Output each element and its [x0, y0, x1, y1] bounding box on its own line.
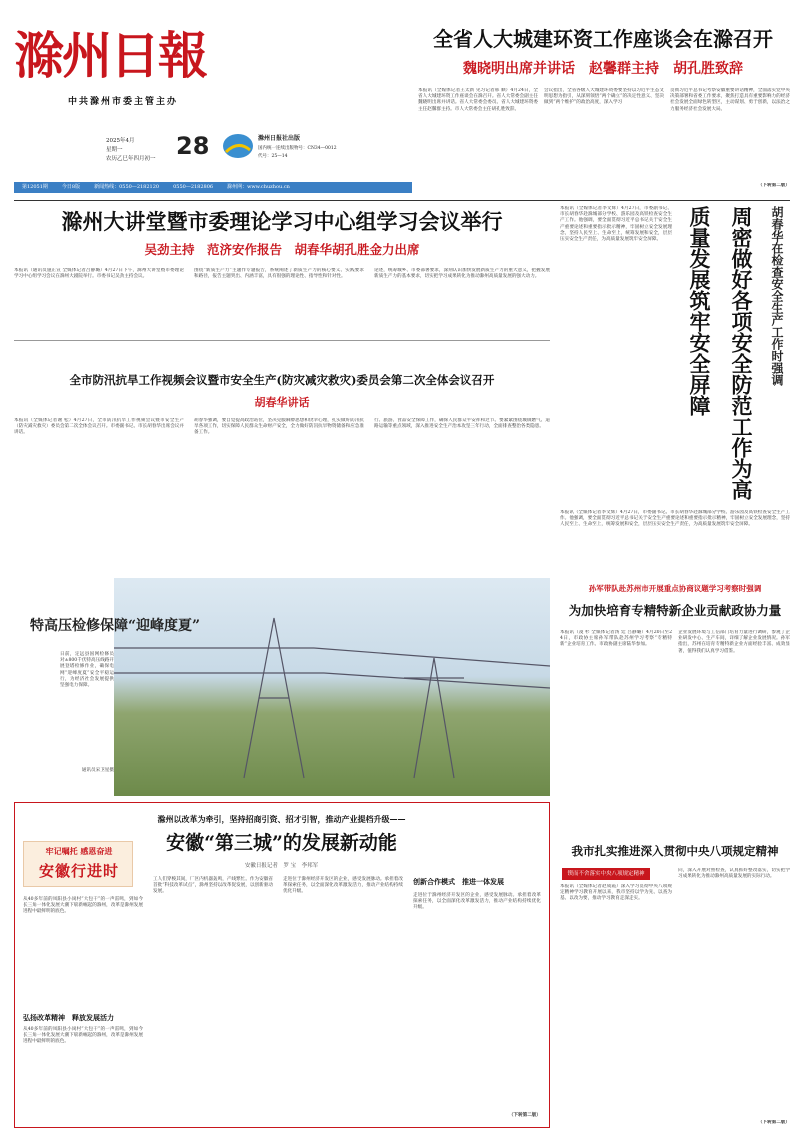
- meeting-headline: 全市防汛抗旱工作视频会议暨市安全生产(防灾减灾救灾)委员会第二次全体会议召开: [69, 373, 495, 387]
- meeting-subheadline: 胡春华讲话: [254, 396, 310, 409]
- sidebar-body: 本报讯（全媒体记者李文辉）4月27日，市委副书记、市长胡春华赴滁城部分学校、游乐园及高铁检查安全生产工作。他强调，要全面贯彻习近平总书记关于安全生产重要论述和重要指示批示精神，牢固树立安全发展理念，坚持人民至上、生命至上，统筹发展和安全，层层压实安全生产责任，为高质量发展筑牢安全屏障。: [560, 206, 672, 243]
- suzhou-headline: 为加快培育专精特新企业贡献政协力量: [568, 603, 782, 618]
- meeting-column-3: 行、旅游、食品安全保障工作，确保人民群众平安祥和过节。要紧紧围绕城镇燃气、道路运输等重点领域，深入推进安全生产治本攻坚三年行动，全面排查整治各类隐患。: [374, 418, 550, 430]
- cn-number: 国内统一连续出版物号：CN34—0012: [258, 146, 337, 151]
- tower-photo: [114, 578, 550, 796]
- photo-credit: 通讯员宋卫星摄: [81, 768, 114, 773]
- publisher-emblem-icon: [222, 130, 254, 162]
- feature-kicker: 滁州以改革为牵引，坚持招商引资、招才引智，推动产业提档升级——: [157, 814, 406, 824]
- suzhou-column-1: 本报讯（凌 杉 全媒体记者汤 廷 吕静璐）4月20日至24日，市政协主席孙军带队赴苏州学习考察“专精特新”企业培育工作。市政协副主席陆华参加。: [560, 630, 672, 648]
- publisher-name: 滁州日报社出版: [258, 135, 301, 142]
- meeting-column-1: 本报讯（全媒体记者谢 松）4月27日，全市防汛抗旱工作视频会议暨市安全生产（防灾减灾救灾）委员会第二次全体会议召开。市委副书记、市长胡春华出席会议并讲话。: [14, 418, 184, 436]
- feature-byline: 安徽日报记者 罗 宝 李邦军: [244, 863, 319, 869]
- photo-block: [14, 578, 550, 796]
- study-subheadline: 吴劲主持 范济安作报告 胡春华胡孔胜金力出席: [144, 242, 420, 257]
- news-hotline: 新闻热线：0550—2182120: [94, 184, 160, 190]
- newspaper-title: 滁州日報: [14, 26, 206, 85]
- study-headline: 滁州大讲堂暨市委理论学习中心组学习会议举行: [61, 209, 503, 234]
- day-number: 28: [176, 136, 210, 160]
- lead-column-2: 会议指出，全省各级人大城建环资委要坚持以习近平生态文明思想为指引，从深刻领悟“两个确立”的决定性意义、坚决做到“两个维护”的政治高度，深入学习: [544, 88, 664, 106]
- feature-column-1: 从40多年前的凤阳县小岗村“大包干”的一声雷鸣，到如今长三角一体化发展大潮下崭新崛起的滁州，改革是滁州发展进程中最鲜明的底色。: [23, 897, 143, 915]
- feature-column-1b: 从40多年前的凤阳县小岗村“大包干”的一声雷鸣，到如今长三角一体化发展大潮下崭新崛起的滁州，改革是滁州发展进程中最鲜明的底色。: [23, 1027, 143, 1045]
- feature-section-2: 创新合作模式 推进一体发展: [413, 877, 504, 886]
- sidebar-headline: 周密做好各项安全防范工作为高质量发展筑牢安全屏障: [687, 206, 754, 500]
- feature-continued: （下转第二版）: [508, 1113, 541, 1118]
- publisher-info: [258, 133, 398, 163]
- masthead-logo: [14, 20, 232, 120]
- sidebar-body-lower: 本报讯（全媒体记者李文辉）4月27日，市委副书记、市长胡春华赴滁城部分学校、游乐园及高铁检查安全生产工作。他强调，要全面贯彻习近平总书记关于安全生产重要论述和重要指示批示精神，牢固树立安全发展理念，坚持人民至上、生命至上，统筹发展和安全，层层压实安全生产责任，为高质量发展筑牢安全屏障。: [560, 510, 790, 528]
- lead-continued: （下转第二版）: [757, 183, 790, 188]
- feature-section-1: 弘扬改革精神 释放发展活力: [23, 1013, 114, 1022]
- rule-column-2: 向，深入开展对照检查，认真抓好整改落实，切实把学习成果转化为推动滁州高质量发展的实际行动。: [678, 868, 790, 880]
- issue-number: 第12051期: [22, 184, 48, 190]
- lead-column-3: 贯彻习近平总书记考察安徽重要讲话精神，全面落实党中央决策部署和省委工作要求，聚焦打造具有重要影响力的经济社会发展全面绿色转型区，主动谋划、勇于创新，以法治之力服务经济社会发展大局。: [670, 88, 790, 112]
- feature-frame: [14, 802, 550, 1128]
- website: 滁州网：www.chuzhou.cn: [227, 184, 290, 190]
- divider: [14, 340, 550, 341]
- feature-banner: [23, 841, 133, 887]
- rule-continued: （下转第二版）: [757, 1120, 790, 1125]
- feature-column-4: 走进位于滁州经济开发区的企业，感受发展脉动。承担着改革探索任务，以全面深化改革激发活力，推动产业结构持续优化升级。: [413, 893, 541, 911]
- info-bar: [14, 182, 412, 193]
- lead-column-1: 本报讯（全媒体记者王太新 见习记者邢 顺）4月24日，全省人大城建环资工作座谈会在滁召开。省人大常委会副主任魏晓明出席并讲话。省人大常委会委员、省人大城建环资委主任赵馨群主持。市人大常委会主任胡孔胜致辞。: [418, 88, 538, 112]
- postal-code: 代号：25—14: [258, 154, 288, 159]
- divider: [14, 200, 790, 201]
- photo-caption: 日前，定远县国网检修员对±800千伏特高压线路开展登塔检修作业，确保电网“迎峰度夏”安全平稳运行，为经济社会发展提供坚强电力保障。: [60, 652, 114, 689]
- banner-title: 安徽行进时: [38, 862, 119, 880]
- lead-headline: 全省人大城建环资工作座谈会在滁召开: [433, 27, 773, 51]
- study-column-1: 本报讯（通讯员施正宣 全媒体记者吕静璐）4月27日下午，滁州大讲堂暨市委理论学习中心组学习会议在滁州大剧院举行。市委书记吴劲主持会议。: [14, 268, 184, 280]
- suzhou-kicker: 孙军带队赴苏州市开展重点协商议题学习考察时强调: [588, 584, 762, 593]
- sponsor-line: 中共滁州市委主管主办: [67, 97, 178, 107]
- study-column-3: 论述，统筹城乡、市委部署要求，深刻认识加快发展新质生产力的重大意义，把握发展新质生产力的基本要求，切实把学习成果转化为推动滁州高质量发展的强大动力。: [374, 268, 550, 280]
- suzhou-column-2: 企业发展环境与工信部门培育力量进行调研，参观了企业研发中心、生产车间，详细了解企业发展情况。孙军指出，苏州在培育专精特新企业方面经验丰富、成效显著，值得我们认真学习借鉴。: [678, 630, 790, 654]
- transmission-tower-icon: [114, 578, 550, 796]
- page-count: 今日8版: [61, 184, 81, 190]
- weekday: 星期一: [106, 147, 123, 153]
- rule-column-1: 本报讯（全媒体记者赵成霞）深入学习贯彻中央八项规定精神学习教育开展以来，我市坚持以学为先、以查为基、以改为要，推动学习教育走深走实。: [560, 884, 672, 902]
- feature-column-2: 工人们穿梭其间，厂区内机器轰鸣，产线繁忙。作为安徽省首批“科技改革试点”，滁州坚持以改革促发展，以创新驱动发展。: [153, 877, 273, 895]
- meeting-column-2: 胡春华强调，要自觉提高政治站位，坚决克服麻痹思想和侥幸心理，扎实做好防汛抗旱各项工作，切实保障人民群众生命财产安全，全力做好防汛抗旱物资储备和应急准备工作。: [194, 418, 364, 436]
- distribution-phone: 0550—2182806: [173, 184, 214, 190]
- banner-kicker: 牢记嘱托 感恩奋进: [45, 846, 113, 856]
- photo-title: 特高压检修保障“迎峰度夏”: [30, 618, 201, 634]
- feature-headline: 安徽“第三城”的发展新动能: [166, 832, 397, 854]
- lunar-date: 农历乙巳年四月初一: [106, 156, 156, 162]
- rule-headline: 我市扎实推进深入贯彻中央八项规定精神: [571, 844, 779, 858]
- sidebar-kicker: 胡春华在检查安全生产工作时强调: [770, 206, 784, 386]
- rule-badge: 锲而不舍落实中央八项规定精神: [562, 868, 650, 880]
- feature-column-3: 走进位于滁州经济开发区的企业，感受发展脉动。承担着改革探索任务，以全面深化改革激发活力，推动产业结构持续优化升级。: [283, 877, 403, 895]
- date-year-month: 2025年4月: [106, 138, 135, 144]
- study-column-2: 围绕“新质生产力”主题作专题报告，系统阐述了新质生产力的核心要义、实践要求和路径，报告主题突出、内涵丰富，具有很强的理论性、指导性和针对性。: [194, 268, 364, 280]
- lead-subheadline: 魏晓明出席并讲话 赵馨群主持 胡孔胜致辞: [463, 61, 743, 77]
